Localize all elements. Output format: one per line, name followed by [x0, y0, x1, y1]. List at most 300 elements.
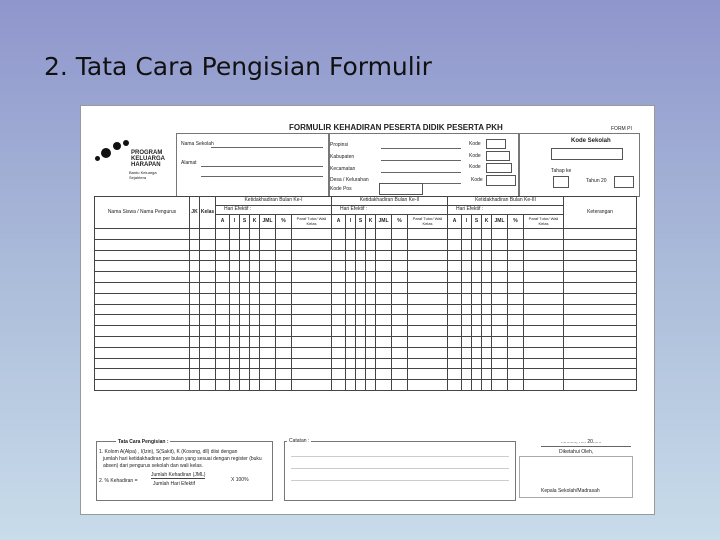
table-cell[interactable]	[564, 315, 637, 326]
table-cell[interactable]	[472, 358, 482, 369]
table-cell[interactable]	[250, 239, 260, 250]
table-cell[interactable]	[408, 261, 448, 272]
table-cell[interactable]	[292, 369, 332, 380]
table-cell[interactable]	[276, 293, 292, 304]
table-cell[interactable]	[366, 293, 376, 304]
table-cell[interactable]	[200, 369, 216, 380]
table-cell[interactable]	[216, 347, 230, 358]
table-cell[interactable]	[95, 261, 190, 272]
table-cell[interactable]	[356, 380, 366, 391]
table-cell[interactable]	[472, 369, 482, 380]
table-cell[interactable]	[392, 380, 408, 391]
table-cell[interactable]	[292, 358, 332, 369]
table-cell[interactable]	[448, 272, 462, 283]
table-cell[interactable]	[190, 380, 200, 391]
table-cell[interactable]	[230, 380, 240, 391]
table-cell[interactable]	[376, 358, 392, 369]
table-cell[interactable]	[392, 229, 408, 240]
table-cell[interactable]	[292, 347, 332, 358]
table-cell[interactable]	[472, 347, 482, 358]
table-cell[interactable]	[332, 239, 346, 250]
table-cell[interactable]	[95, 239, 190, 250]
table-cell[interactable]	[230, 358, 240, 369]
table-cell[interactable]	[332, 358, 346, 369]
table-cell[interactable]	[276, 272, 292, 283]
table-cell[interactable]	[240, 358, 250, 369]
table-cell[interactable]	[448, 358, 462, 369]
table-cell[interactable]	[462, 239, 472, 250]
table-cell[interactable]	[524, 315, 564, 326]
table-cell[interactable]	[292, 293, 332, 304]
table-cell[interactable]	[332, 304, 346, 315]
table-cell[interactable]	[230, 272, 240, 283]
school-name-field[interactable]	[211, 147, 323, 148]
table-cell[interactable]	[448, 315, 462, 326]
table-cell[interactable]	[482, 358, 492, 369]
table-cell[interactable]	[448, 369, 462, 380]
table-cell[interactable]	[408, 369, 448, 380]
table-cell[interactable]	[366, 304, 376, 315]
table-cell[interactable]	[292, 326, 332, 337]
table-cell[interactable]	[200, 239, 216, 250]
table-cell[interactable]	[200, 282, 216, 293]
table-cell[interactable]	[482, 304, 492, 315]
table-cell[interactable]	[376, 272, 392, 283]
table-cell[interactable]	[250, 347, 260, 358]
table-cell[interactable]	[216, 229, 230, 240]
table-cell[interactable]	[230, 229, 240, 240]
table-cell[interactable]	[564, 358, 637, 369]
table-cell[interactable]	[250, 229, 260, 240]
table-cell[interactable]	[356, 239, 366, 250]
table-cell[interactable]	[408, 250, 448, 261]
table-cell[interactable]	[346, 369, 356, 380]
table-cell[interactable]	[564, 336, 637, 347]
table-cell[interactable]	[190, 369, 200, 380]
table-cell[interactable]	[250, 380, 260, 391]
table-cell[interactable]	[95, 250, 190, 261]
table-cell[interactable]	[524, 336, 564, 347]
table-cell[interactable]	[230, 239, 240, 250]
table-cell[interactable]	[260, 229, 276, 240]
table-cell[interactable]	[250, 304, 260, 315]
table-cell[interactable]	[95, 272, 190, 283]
table-cell[interactable]	[240, 293, 250, 304]
table-cell[interactable]	[366, 282, 376, 293]
table-cell[interactable]	[260, 380, 276, 391]
table-cell[interactable]	[260, 315, 276, 326]
table-cell[interactable]	[190, 250, 200, 261]
table-cell[interactable]	[346, 239, 356, 250]
table-cell[interactable]	[366, 250, 376, 261]
table-cell[interactable]	[448, 326, 462, 337]
table-cell[interactable]	[292, 250, 332, 261]
table-cell[interactable]	[276, 261, 292, 272]
table-cell[interactable]	[462, 229, 472, 240]
table-cell[interactable]	[190, 239, 200, 250]
table-cell[interactable]	[260, 239, 276, 250]
table-cell[interactable]	[230, 336, 240, 347]
table-cell[interactable]	[356, 293, 366, 304]
table-cell[interactable]	[408, 282, 448, 293]
table-cell[interactable]	[292, 380, 332, 391]
table-cell[interactable]	[392, 369, 408, 380]
table-cell[interactable]	[356, 272, 366, 283]
table-cell[interactable]	[366, 336, 376, 347]
table-cell[interactable]	[95, 358, 190, 369]
table-cell[interactable]	[230, 326, 240, 337]
table-cell[interactable]	[332, 347, 346, 358]
table-cell[interactable]	[200, 315, 216, 326]
table-cell[interactable]	[376, 336, 392, 347]
stage-box[interactable]	[553, 176, 569, 188]
table-cell[interactable]	[408, 380, 448, 391]
table-cell[interactable]	[356, 347, 366, 358]
table-cell[interactable]	[482, 369, 492, 380]
table-cell[interactable]	[376, 250, 392, 261]
table-cell[interactable]	[524, 239, 564, 250]
table-cell[interactable]	[240, 315, 250, 326]
table-cell[interactable]	[216, 250, 230, 261]
table-cell[interactable]	[250, 336, 260, 347]
table-cell[interactable]	[492, 347, 508, 358]
table-cell[interactable]	[448, 304, 462, 315]
table-cell[interactable]	[492, 369, 508, 380]
table-cell[interactable]	[408, 304, 448, 315]
table-cell[interactable]	[508, 315, 524, 326]
table-cell[interactable]	[346, 315, 356, 326]
table-cell[interactable]	[492, 239, 508, 250]
table-cell[interactable]	[230, 261, 240, 272]
table-cell[interactable]	[356, 315, 366, 326]
table-cell[interactable]	[260, 272, 276, 283]
table-cell[interactable]	[240, 347, 250, 358]
table-cell[interactable]	[190, 282, 200, 293]
table-cell[interactable]	[276, 229, 292, 240]
table-cell[interactable]	[392, 315, 408, 326]
table-cell[interactable]	[392, 326, 408, 337]
table-cell[interactable]	[524, 250, 564, 261]
table-cell[interactable]	[462, 380, 472, 391]
table-cell[interactable]	[492, 304, 508, 315]
table-cell[interactable]	[408, 293, 448, 304]
table-cell[interactable]	[332, 380, 346, 391]
table-cell[interactable]	[230, 347, 240, 358]
code-box-2[interactable]	[486, 151, 510, 161]
table-cell[interactable]	[366, 315, 376, 326]
table-cell[interactable]	[462, 315, 472, 326]
table-cell[interactable]	[492, 315, 508, 326]
table-cell[interactable]	[346, 229, 356, 240]
table-cell[interactable]	[216, 326, 230, 337]
table-cell[interactable]	[250, 293, 260, 304]
table-cell[interactable]	[240, 336, 250, 347]
table-cell[interactable]	[448, 239, 462, 250]
table-cell[interactable]	[366, 239, 376, 250]
table-cell[interactable]	[448, 347, 462, 358]
table-cell[interactable]	[240, 380, 250, 391]
table-cell[interactable]	[508, 261, 524, 272]
table-cell[interactable]	[482, 282, 492, 293]
table-cell[interactable]	[95, 282, 190, 293]
table-cell[interactable]	[392, 261, 408, 272]
table-cell[interactable]	[356, 304, 366, 315]
table-cell[interactable]	[392, 282, 408, 293]
table-cell[interactable]	[462, 369, 472, 380]
table-cell[interactable]	[448, 293, 462, 304]
table-cell[interactable]	[276, 369, 292, 380]
table-cell[interactable]	[200, 304, 216, 315]
table-cell[interactable]	[472, 380, 482, 391]
table-cell[interactable]	[376, 261, 392, 272]
table-cell[interactable]	[408, 347, 448, 358]
table-cell[interactable]	[200, 358, 216, 369]
table-cell[interactable]	[240, 304, 250, 315]
table-cell[interactable]	[376, 304, 392, 315]
table-cell[interactable]	[524, 293, 564, 304]
table-cell[interactable]	[366, 358, 376, 369]
table-cell[interactable]	[376, 369, 392, 380]
table-cell[interactable]	[346, 326, 356, 337]
table-cell[interactable]	[564, 282, 637, 293]
table-cell[interactable]	[376, 347, 392, 358]
table-cell[interactable]	[292, 272, 332, 283]
table-cell[interactable]	[346, 293, 356, 304]
table-cell[interactable]	[448, 336, 462, 347]
table-cell[interactable]	[200, 293, 216, 304]
code-box-1[interactable]	[486, 139, 506, 149]
table-cell[interactable]	[492, 380, 508, 391]
table-cell[interactable]	[508, 358, 524, 369]
table-cell[interactable]	[230, 304, 240, 315]
table-cell[interactable]	[332, 229, 346, 240]
table-cell[interactable]	[260, 358, 276, 369]
table-cell[interactable]	[376, 293, 392, 304]
table-cell[interactable]	[508, 304, 524, 315]
table-cell[interactable]	[472, 336, 482, 347]
table-cell[interactable]	[292, 336, 332, 347]
table-cell[interactable]	[276, 347, 292, 358]
table-cell[interactable]	[95, 293, 190, 304]
table-cell[interactable]	[95, 347, 190, 358]
notes-line-3[interactable]	[291, 480, 509, 481]
table-cell[interactable]	[408, 358, 448, 369]
table-cell[interactable]	[392, 347, 408, 358]
table-cell[interactable]	[508, 347, 524, 358]
address-field[interactable]	[201, 166, 323, 167]
table-cell[interactable]	[260, 369, 276, 380]
table-cell[interactable]	[240, 369, 250, 380]
table-cell[interactable]	[376, 229, 392, 240]
table-cell[interactable]	[408, 229, 448, 240]
table-cell[interactable]	[250, 250, 260, 261]
table-cell[interactable]	[508, 229, 524, 240]
code-box-4[interactable]	[486, 175, 516, 186]
table-cell[interactable]	[366, 380, 376, 391]
table-cell[interactable]	[492, 293, 508, 304]
table-cell[interactable]	[216, 336, 230, 347]
table-cell[interactable]	[376, 326, 392, 337]
table-cell[interactable]	[200, 336, 216, 347]
table-cell[interactable]	[392, 358, 408, 369]
table-cell[interactable]	[346, 347, 356, 358]
table-cell[interactable]	[346, 336, 356, 347]
table-cell[interactable]	[564, 326, 637, 337]
table-cell[interactable]	[492, 250, 508, 261]
table-cell[interactable]	[216, 239, 230, 250]
table-cell[interactable]	[346, 380, 356, 391]
table-cell[interactable]	[240, 250, 250, 261]
table-cell[interactable]	[332, 336, 346, 347]
notes-line-2[interactable]	[291, 468, 509, 469]
table-cell[interactable]	[482, 347, 492, 358]
table-cell[interactable]	[190, 315, 200, 326]
table-cell[interactable]	[260, 326, 276, 337]
table-cell[interactable]	[260, 336, 276, 347]
table-cell[interactable]	[230, 282, 240, 293]
table-cell[interactable]	[190, 261, 200, 272]
table-cell[interactable]	[408, 272, 448, 283]
table-cell[interactable]	[472, 229, 482, 240]
table-cell[interactable]	[524, 261, 564, 272]
table-cell[interactable]	[216, 380, 230, 391]
table-cell[interactable]	[292, 229, 332, 240]
table-cell[interactable]	[472, 261, 482, 272]
table-cell[interactable]	[190, 326, 200, 337]
table-cell[interactable]	[524, 282, 564, 293]
table-cell[interactable]	[462, 250, 472, 261]
table-cell[interactable]	[376, 282, 392, 293]
table-cell[interactable]	[376, 315, 392, 326]
table-cell[interactable]	[95, 304, 190, 315]
table-cell[interactable]	[276, 315, 292, 326]
table-cell[interactable]	[190, 304, 200, 315]
table-cell[interactable]	[276, 239, 292, 250]
table-cell[interactable]	[346, 261, 356, 272]
table-cell[interactable]	[482, 261, 492, 272]
table-cell[interactable]	[366, 326, 376, 337]
table-cell[interactable]	[292, 304, 332, 315]
school-code-box[interactable]	[551, 148, 623, 160]
table-cell[interactable]	[356, 358, 366, 369]
table-cell[interactable]	[448, 229, 462, 240]
table-cell[interactable]	[524, 326, 564, 337]
table-cell[interactable]	[356, 369, 366, 380]
table-cell[interactable]	[276, 358, 292, 369]
table-cell[interactable]	[492, 261, 508, 272]
table-cell[interactable]	[524, 304, 564, 315]
table-cell[interactable]	[524, 347, 564, 358]
table-cell[interactable]	[276, 380, 292, 391]
table-cell[interactable]	[408, 326, 448, 337]
table-cell[interactable]	[462, 336, 472, 347]
table-cell[interactable]	[564, 293, 637, 304]
table-cell[interactable]	[250, 315, 260, 326]
table-cell[interactable]	[492, 282, 508, 293]
table-cell[interactable]	[260, 304, 276, 315]
table-cell[interactable]	[448, 250, 462, 261]
table-cell[interactable]	[524, 358, 564, 369]
table-cell[interactable]	[216, 272, 230, 283]
table-cell[interactable]	[216, 293, 230, 304]
table-cell[interactable]	[564, 250, 637, 261]
table-cell[interactable]	[462, 326, 472, 337]
table-cell[interactable]	[376, 380, 392, 391]
table-cell[interactable]	[356, 229, 366, 240]
table-cell[interactable]	[190, 358, 200, 369]
table-cell[interactable]	[332, 261, 346, 272]
table-cell[interactable]	[392, 250, 408, 261]
table-cell[interactable]	[240, 239, 250, 250]
table-cell[interactable]	[250, 272, 260, 283]
table-cell[interactable]	[200, 261, 216, 272]
table-cell[interactable]	[250, 282, 260, 293]
table-cell[interactable]	[260, 282, 276, 293]
table-cell[interactable]	[472, 272, 482, 283]
table-cell[interactable]	[366, 272, 376, 283]
table-cell[interactable]	[482, 239, 492, 250]
table-cell[interactable]	[216, 315, 230, 326]
table-cell[interactable]	[376, 239, 392, 250]
table-cell[interactable]	[292, 261, 332, 272]
table-cell[interactable]	[508, 272, 524, 283]
table-cell[interactable]	[190, 229, 200, 240]
table-cell[interactable]	[95, 369, 190, 380]
table-cell[interactable]	[216, 261, 230, 272]
table-cell[interactable]	[408, 336, 448, 347]
table-cell[interactable]	[95, 380, 190, 391]
table-cell[interactable]	[492, 229, 508, 240]
table-cell[interactable]	[472, 304, 482, 315]
table-cell[interactable]	[200, 250, 216, 261]
table-cell[interactable]	[508, 369, 524, 380]
table-cell[interactable]	[250, 261, 260, 272]
table-cell[interactable]	[408, 239, 448, 250]
table-cell[interactable]	[276, 250, 292, 261]
table-cell[interactable]	[332, 282, 346, 293]
table-cell[interactable]	[482, 229, 492, 240]
table-cell[interactable]	[240, 272, 250, 283]
table-cell[interactable]	[564, 229, 637, 240]
table-cell[interactable]	[462, 261, 472, 272]
table-cell[interactable]	[240, 282, 250, 293]
table-cell[interactable]	[508, 336, 524, 347]
table-cell[interactable]	[240, 326, 250, 337]
table-cell[interactable]	[356, 326, 366, 337]
code-box-3[interactable]	[486, 163, 512, 173]
table-cell[interactable]	[346, 304, 356, 315]
address-field-2[interactable]	[201, 176, 323, 177]
table-cell[interactable]	[250, 369, 260, 380]
table-cell[interactable]	[95, 315, 190, 326]
table-cell[interactable]	[482, 380, 492, 391]
table-cell[interactable]	[492, 326, 508, 337]
table-cell[interactable]	[332, 369, 346, 380]
table-cell[interactable]	[564, 272, 637, 283]
table-cell[interactable]	[508, 282, 524, 293]
table-cell[interactable]	[292, 315, 332, 326]
table-cell[interactable]	[216, 369, 230, 380]
table-cell[interactable]	[524, 272, 564, 283]
table-cell[interactable]	[482, 336, 492, 347]
table-cell[interactable]	[332, 272, 346, 283]
table-cell[interactable]	[492, 272, 508, 283]
table-cell[interactable]	[482, 272, 492, 283]
table-cell[interactable]	[462, 272, 472, 283]
table-cell[interactable]	[200, 326, 216, 337]
table-cell[interactable]	[200, 272, 216, 283]
table-cell[interactable]	[190, 336, 200, 347]
